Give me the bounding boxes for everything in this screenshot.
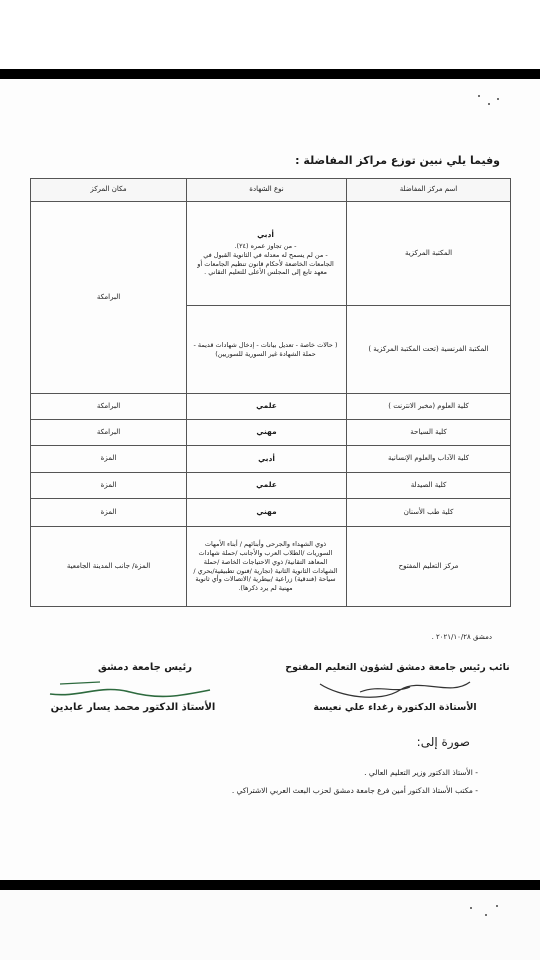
table-row [31, 202, 511, 306]
scan-speck [497, 98, 499, 100]
cert-type [187, 202, 347, 306]
center-name: كلية الآداب والعلوم الإنسانية [347, 446, 511, 473]
location: البرامكة [31, 394, 187, 420]
location: المزة [31, 446, 187, 473]
location: المزة [31, 499, 187, 527]
table-row [31, 527, 511, 607]
scan-speck [470, 907, 472, 909]
cert-line: - من تجاوز عمره (٢٤). [234, 242, 297, 251]
top-black-bar [0, 69, 540, 79]
center-name: كلية العلوم (مخبر الانترنت ) [347, 394, 511, 420]
location: البرامكة [31, 202, 187, 394]
list-item: - مكتب الأستاذ الدكتور أمين فرع جامعة دمشق لحزب البعث العربي الاشتراكي . [231, 786, 478, 795]
table-header-row [31, 179, 511, 202]
vice-president-title: نائب رئيس جامعة دمشق لشؤون التعليم المفتوح [285, 662, 510, 673]
center-name: كلية السياحة [347, 420, 511, 446]
cert-type: مهني [187, 499, 347, 527]
header-location: مكان المركز [31, 179, 187, 202]
distribution-heading: وفيما يلي نبين توزع مراكز المفاضلة : [295, 154, 500, 167]
cert-type: علمي [187, 473, 347, 499]
location: البرامكة [31, 420, 187, 446]
table-row [31, 446, 511, 473]
bottom-black-bar [0, 880, 540, 890]
center-name: المكتبة الفرنسية (تحت المكتبة المركزية ) [347, 306, 511, 394]
vice-president-name: الأستاذة الدكتورة رغداء علي نعيسة [313, 702, 477, 713]
cert-type: ذوي الشهداء والجرحى وأبنائهم / أبناء الأمهات السوريات /الطلاب العرب والأجانب /حملة شهادات المعاهد التقانية/ ذوي الاحتياجات الخاصة /حملة الشهادات الثانوية الثانية (تجارية /فنون تطبيقية/بحري /سياحة (فندقية) زراعية /بيطرية /الاتصالات وأي ثانوية مهنية لم يرد ذكرها). [187, 527, 347, 607]
signature-scrawl [40, 676, 220, 704]
cert-type: ( حالات خاصة - تعديل بيانات - إدخال شهادات قديمة - حملة الشهادة غير السورية للسوريين) [187, 306, 347, 394]
table-row [31, 420, 511, 446]
cert-type: مهني [187, 420, 347, 446]
scan-speck [496, 905, 498, 907]
copy-to-heading: صورة إلى: [416, 735, 470, 749]
president-title: رئيس جامعة دمشق [97, 662, 193, 673]
location: المزة/ جانب المدينة الجامعية [31, 527, 187, 607]
scan-speck [478, 95, 480, 97]
location: المزة [31, 473, 187, 499]
cert-type: علمي [187, 394, 347, 420]
document-date: دمشق ٢٠٢١/١٠/٢٨ . [431, 633, 492, 641]
centers-table [30, 178, 511, 607]
copy-to-list [148, 768, 478, 804]
table-row [31, 499, 511, 527]
table-row [31, 394, 511, 420]
header-center-name: اسم مركز المفاضلة [347, 179, 511, 202]
top-margin [0, 0, 540, 69]
center-name: المكتبة المركزية [347, 202, 511, 306]
scan-speck [485, 914, 487, 916]
center-name: كلية طب الأسنان [347, 499, 511, 527]
center-name: مركز التعليم المفتوح [347, 527, 511, 607]
cert-title: أدبي [257, 229, 274, 239]
cert-line: - من لم يسمح له معدله في الثانوية القبول في الجامعات الخاضعة لأحكام قانون تنظيم الجامعات أو معهد تابع إلى المجلس الأعلى للتعليم التقاني . [197, 250, 334, 277]
center-name: كلية الصيدلة [347, 473, 511, 499]
list-item: - الأستاذ الدكتور وزير التعليم العالي . [364, 768, 478, 777]
cert-type: أدبي [187, 446, 347, 473]
header-cert-type: نوع الشهادة [187, 179, 347, 202]
scan-speck [488, 103, 490, 105]
president-name: الأستاذ الدكتور محمد يسار عابدين [50, 702, 216, 713]
signature-scrawl [300, 672, 480, 702]
table-row [31, 473, 511, 499]
